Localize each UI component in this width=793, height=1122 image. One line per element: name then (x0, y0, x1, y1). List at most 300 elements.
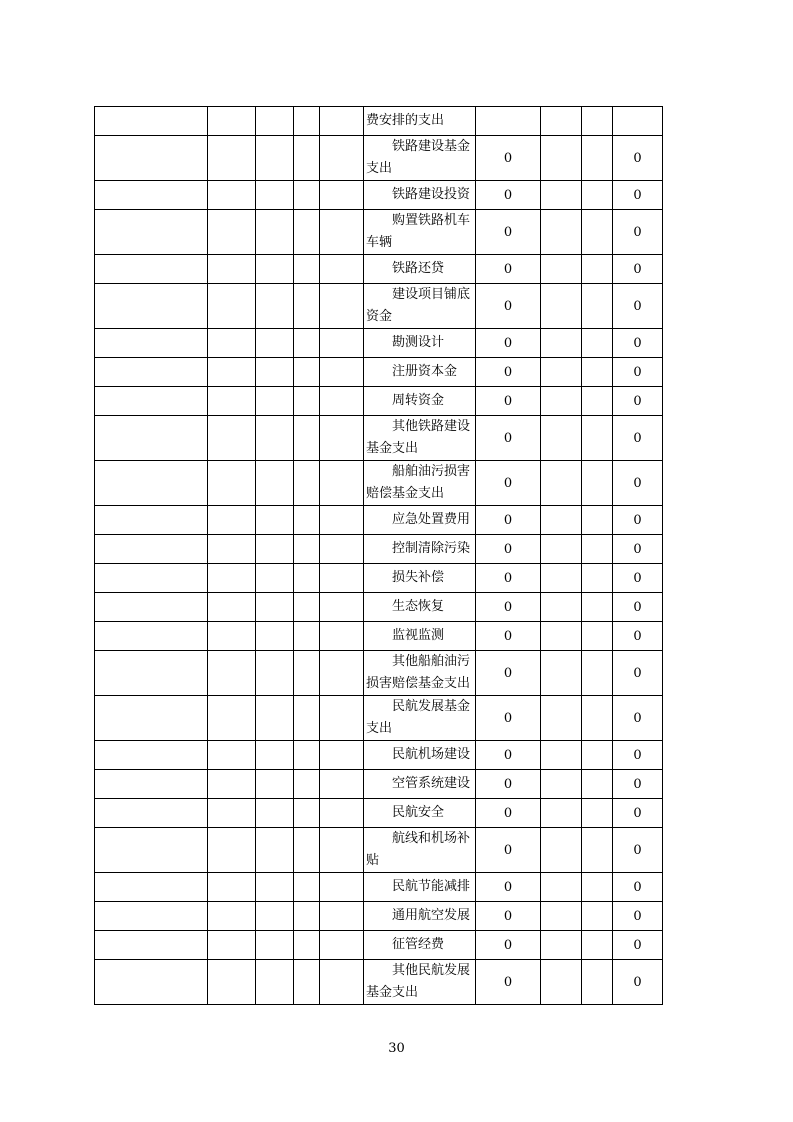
table-row (95, 593, 663, 622)
empty-cell (256, 535, 294, 564)
budget-table (94, 106, 663, 1005)
empty-cell (582, 416, 613, 461)
empty-cell (208, 593, 256, 622)
table-row (95, 181, 663, 210)
item-name-cell (364, 622, 476, 651)
item-name: 民航发展基金支出 (366, 699, 471, 736)
empty-cell (582, 107, 613, 136)
item-name-cell (364, 416, 476, 461)
table-row (95, 255, 663, 284)
value-cell-2: 0 (613, 284, 663, 329)
table-row (95, 210, 663, 255)
empty-cell (320, 931, 364, 960)
empty-cell (320, 181, 364, 210)
empty-cell (95, 828, 208, 873)
item-name: 航线和机场补贴 (366, 831, 471, 868)
empty-cell (320, 960, 364, 1005)
item-name: 勘测设计 (392, 335, 445, 350)
table-row (95, 651, 663, 696)
empty-cell (256, 770, 294, 799)
empty-cell (95, 358, 208, 387)
value-cell-2: 0 (613, 535, 663, 564)
empty-cell (320, 828, 364, 873)
value-cell-1: 0 (476, 564, 541, 593)
table-row (95, 931, 663, 960)
empty-cell (256, 696, 294, 741)
value-cell-1: 0 (476, 506, 541, 535)
empty-cell (95, 622, 208, 651)
empty-cell (95, 416, 208, 461)
empty-cell (541, 651, 582, 696)
empty-cell (320, 284, 364, 329)
item-name-cell (364, 284, 476, 329)
empty-cell (256, 931, 294, 960)
value-cell-1: 0 (476, 210, 541, 255)
empty-cell (294, 931, 320, 960)
empty-cell (320, 622, 364, 651)
item-name: 征管经费 (392, 937, 445, 952)
empty-cell (256, 255, 294, 284)
value-cell-2 (613, 107, 663, 136)
empty-cell (294, 358, 320, 387)
empty-cell (294, 461, 320, 506)
empty-cell (294, 136, 320, 181)
item-name-cell (364, 255, 476, 284)
empty-cell (582, 181, 613, 210)
item-name: 监视监测 (392, 628, 445, 643)
empty-cell (95, 741, 208, 770)
item-name-cell (364, 387, 476, 416)
table-row (95, 799, 663, 828)
empty-cell (582, 770, 613, 799)
empty-cell (294, 696, 320, 741)
empty-cell (541, 960, 582, 1005)
empty-cell (208, 181, 256, 210)
table-row (95, 622, 663, 651)
value-cell-2: 0 (613, 799, 663, 828)
empty-cell (256, 828, 294, 873)
empty-cell (294, 506, 320, 535)
empty-cell (320, 564, 364, 593)
empty-cell (541, 210, 582, 255)
empty-cell (294, 181, 320, 210)
empty-cell (582, 387, 613, 416)
empty-cell (208, 960, 256, 1005)
empty-cell (320, 873, 364, 902)
item-name-cell (364, 696, 476, 741)
value-cell-2: 0 (613, 651, 663, 696)
empty-cell (256, 593, 294, 622)
empty-cell (208, 931, 256, 960)
table-row (95, 284, 663, 329)
item-name-cell (364, 593, 476, 622)
empty-cell (294, 902, 320, 931)
value-cell-1 (476, 107, 541, 136)
empty-cell (320, 902, 364, 931)
empty-cell (208, 416, 256, 461)
empty-cell (208, 651, 256, 696)
empty-cell (95, 506, 208, 535)
value-cell-2: 0 (613, 696, 663, 741)
empty-cell (294, 799, 320, 828)
empty-cell (294, 416, 320, 461)
empty-cell (95, 136, 208, 181)
value-cell-1: 0 (476, 387, 541, 416)
empty-cell (256, 358, 294, 387)
empty-cell (294, 651, 320, 696)
value-cell-1: 0 (476, 741, 541, 770)
value-cell-1: 0 (476, 960, 541, 1005)
item-name: 费安排的支出 (366, 113, 445, 128)
table-row (95, 358, 663, 387)
value-cell-1: 0 (476, 416, 541, 461)
empty-cell (320, 416, 364, 461)
value-cell-1: 0 (476, 828, 541, 873)
empty-cell (208, 622, 256, 651)
empty-cell (208, 107, 256, 136)
empty-cell (95, 593, 208, 622)
empty-cell (582, 931, 613, 960)
empty-cell (95, 284, 208, 329)
empty-cell (320, 741, 364, 770)
table-row (95, 902, 663, 931)
empty-cell (582, 284, 613, 329)
empty-cell (320, 136, 364, 181)
empty-cell (256, 622, 294, 651)
table-row (95, 564, 663, 593)
item-name-cell (364, 873, 476, 902)
item-name-cell (364, 564, 476, 593)
empty-cell (208, 210, 256, 255)
value-cell-1: 0 (476, 461, 541, 506)
empty-cell (208, 387, 256, 416)
empty-cell (95, 960, 208, 1005)
item-name-cell (364, 931, 476, 960)
empty-cell (320, 696, 364, 741)
page-number: 30 (388, 1041, 405, 1056)
item-name: 应急处置费用 (392, 512, 471, 527)
empty-cell (256, 564, 294, 593)
item-name: 注册资本金 (392, 364, 458, 379)
value-cell-2: 0 (613, 461, 663, 506)
empty-cell (541, 181, 582, 210)
empty-cell (95, 255, 208, 284)
empty-cell (208, 329, 256, 358)
item-name-cell (364, 828, 476, 873)
empty-cell (541, 622, 582, 651)
empty-cell (582, 960, 613, 1005)
empty-cell (320, 651, 364, 696)
empty-cell (208, 873, 256, 902)
empty-cell (208, 136, 256, 181)
item-name: 船舶油污损害赔偿基金支出 (366, 464, 471, 501)
value-cell-2: 0 (613, 506, 663, 535)
value-cell-1: 0 (476, 284, 541, 329)
item-name: 其他铁路建设基金支出 (366, 419, 471, 456)
empty-cell (208, 828, 256, 873)
empty-cell (208, 564, 256, 593)
empty-cell (256, 873, 294, 902)
empty-cell (256, 741, 294, 770)
empty-cell (541, 696, 582, 741)
table-row (95, 329, 663, 358)
empty-cell (294, 770, 320, 799)
empty-cell (95, 696, 208, 741)
empty-cell (208, 799, 256, 828)
value-cell-2: 0 (613, 741, 663, 770)
empty-cell (256, 107, 294, 136)
value-cell-1: 0 (476, 931, 541, 960)
item-name: 购置铁路机车车辆 (366, 213, 471, 250)
empty-cell (256, 210, 294, 255)
empty-cell (294, 255, 320, 284)
empty-cell (294, 741, 320, 770)
empty-cell (95, 873, 208, 902)
item-name-cell (364, 960, 476, 1005)
empty-cell (320, 770, 364, 799)
item-name-cell (364, 902, 476, 931)
empty-cell (320, 461, 364, 506)
empty-cell (582, 828, 613, 873)
empty-cell (541, 329, 582, 358)
item-name: 民航机场建设 (392, 747, 471, 762)
empty-cell (294, 564, 320, 593)
value-cell-2: 0 (613, 931, 663, 960)
item-name-cell (364, 770, 476, 799)
empty-cell (320, 358, 364, 387)
value-cell-2: 0 (613, 593, 663, 622)
item-name-cell (364, 181, 476, 210)
table-row (95, 506, 663, 535)
empty-cell (541, 593, 582, 622)
value-cell-2: 0 (613, 564, 663, 593)
empty-cell (95, 651, 208, 696)
value-cell-1: 0 (476, 255, 541, 284)
table-row (95, 873, 663, 902)
empty-cell (208, 535, 256, 564)
table-row (95, 770, 663, 799)
empty-cell (541, 741, 582, 770)
empty-cell (541, 136, 582, 181)
empty-cell (582, 651, 613, 696)
value-cell-2: 0 (613, 828, 663, 873)
empty-cell (294, 828, 320, 873)
item-name: 损失补偿 (392, 570, 445, 585)
empty-cell (541, 535, 582, 564)
empty-cell (95, 387, 208, 416)
value-cell-1: 0 (476, 358, 541, 387)
empty-cell (582, 506, 613, 535)
empty-cell (582, 210, 613, 255)
empty-cell (320, 799, 364, 828)
empty-cell (208, 255, 256, 284)
empty-cell (95, 770, 208, 799)
empty-cell (208, 770, 256, 799)
empty-cell (320, 210, 364, 255)
value-cell-2: 0 (613, 416, 663, 461)
empty-cell (294, 593, 320, 622)
value-cell-1: 0 (476, 136, 541, 181)
empty-cell (294, 284, 320, 329)
empty-cell (256, 902, 294, 931)
value-cell-2: 0 (613, 873, 663, 902)
empty-cell (95, 107, 208, 136)
empty-cell (541, 931, 582, 960)
value-cell-1: 0 (476, 535, 541, 564)
item-name: 建设项目铺底资金 (366, 287, 471, 324)
item-name: 民航安全 (392, 805, 445, 820)
value-cell-1: 0 (476, 902, 541, 931)
empty-cell (294, 622, 320, 651)
empty-cell (582, 255, 613, 284)
empty-cell (208, 461, 256, 506)
empty-cell (582, 799, 613, 828)
item-name-cell (364, 136, 476, 181)
value-cell-2: 0 (613, 358, 663, 387)
empty-cell (541, 358, 582, 387)
item-name: 民航节能减排 (392, 879, 471, 894)
empty-cell (541, 461, 582, 506)
empty-cell (95, 210, 208, 255)
table-row (95, 696, 663, 741)
item-name-cell (364, 535, 476, 564)
item-name: 空管系统建设 (392, 776, 471, 791)
empty-cell (256, 651, 294, 696)
value-cell-2: 0 (613, 255, 663, 284)
empty-cell (541, 799, 582, 828)
empty-cell (320, 506, 364, 535)
table-row (95, 387, 663, 416)
item-name: 其他船舶油污损害赔偿基金支出 (366, 654, 471, 691)
empty-cell (256, 506, 294, 535)
empty-cell (582, 696, 613, 741)
empty-cell (294, 329, 320, 358)
empty-cell (582, 329, 613, 358)
empty-cell (256, 461, 294, 506)
empty-cell (541, 770, 582, 799)
item-name-cell (364, 210, 476, 255)
empty-cell (256, 136, 294, 181)
table-row (95, 535, 663, 564)
item-name: 生态恢复 (392, 599, 445, 614)
item-name-cell (364, 799, 476, 828)
empty-cell (582, 358, 613, 387)
item-name: 铁路还贷 (392, 261, 445, 276)
item-name-cell (364, 329, 476, 358)
empty-cell (320, 387, 364, 416)
value-cell-1: 0 (476, 696, 541, 741)
empty-cell (541, 284, 582, 329)
item-name-cell (364, 461, 476, 506)
empty-cell (95, 181, 208, 210)
table-row (95, 136, 663, 181)
value-cell-2: 0 (613, 387, 663, 416)
item-name: 其他民航发展基金支出 (366, 963, 471, 1000)
empty-cell (541, 255, 582, 284)
value-cell-1: 0 (476, 799, 541, 828)
empty-cell (541, 107, 582, 136)
value-cell-2: 0 (613, 770, 663, 799)
value-cell-1: 0 (476, 651, 541, 696)
empty-cell (95, 902, 208, 931)
table-row (95, 741, 663, 770)
empty-cell (582, 622, 613, 651)
item-name: 周转资金 (392, 393, 445, 408)
empty-cell (95, 535, 208, 564)
empty-cell (582, 902, 613, 931)
value-cell-1: 0 (476, 622, 541, 651)
table-row (95, 416, 663, 461)
table-row (95, 107, 663, 136)
empty-cell (95, 461, 208, 506)
empty-cell (320, 593, 364, 622)
value-cell-1: 0 (476, 181, 541, 210)
table-row (95, 960, 663, 1005)
item-name-cell (364, 741, 476, 770)
table-row (95, 828, 663, 873)
value-cell-2: 0 (613, 181, 663, 210)
value-cell-2: 0 (613, 136, 663, 181)
item-name-cell (364, 651, 476, 696)
empty-cell (541, 828, 582, 873)
item-name-cell (364, 107, 476, 136)
empty-cell (256, 329, 294, 358)
empty-cell (208, 506, 256, 535)
table-body (95, 107, 663, 1005)
empty-cell (320, 329, 364, 358)
empty-cell (294, 535, 320, 564)
empty-cell (582, 593, 613, 622)
empty-cell (208, 358, 256, 387)
empty-cell (95, 564, 208, 593)
empty-cell (582, 461, 613, 506)
empty-cell (294, 387, 320, 416)
value-cell-2: 0 (613, 210, 663, 255)
empty-cell (256, 284, 294, 329)
empty-cell (256, 416, 294, 461)
empty-cell (95, 799, 208, 828)
item-name-cell (364, 506, 476, 535)
empty-cell (541, 564, 582, 593)
value-cell-2: 0 (613, 902, 663, 931)
empty-cell (294, 873, 320, 902)
empty-cell (294, 960, 320, 1005)
item-name: 通用航空发展 (392, 908, 471, 923)
value-cell-2: 0 (613, 622, 663, 651)
item-name: 铁路建设基金支出 (366, 139, 471, 176)
empty-cell (95, 931, 208, 960)
empty-cell (256, 387, 294, 416)
item-name-cell (364, 358, 476, 387)
empty-cell (294, 107, 320, 136)
empty-cell (256, 960, 294, 1005)
empty-cell (294, 210, 320, 255)
empty-cell (582, 564, 613, 593)
empty-cell (256, 181, 294, 210)
empty-cell (541, 416, 582, 461)
value-cell-1: 0 (476, 873, 541, 902)
value-cell-1: 0 (476, 329, 541, 358)
empty-cell (541, 902, 582, 931)
empty-cell (208, 741, 256, 770)
empty-cell (320, 535, 364, 564)
empty-cell (541, 506, 582, 535)
empty-cell (582, 535, 613, 564)
empty-cell (256, 799, 294, 828)
value-cell-1: 0 (476, 770, 541, 799)
table-row (95, 461, 663, 506)
empty-cell (208, 902, 256, 931)
